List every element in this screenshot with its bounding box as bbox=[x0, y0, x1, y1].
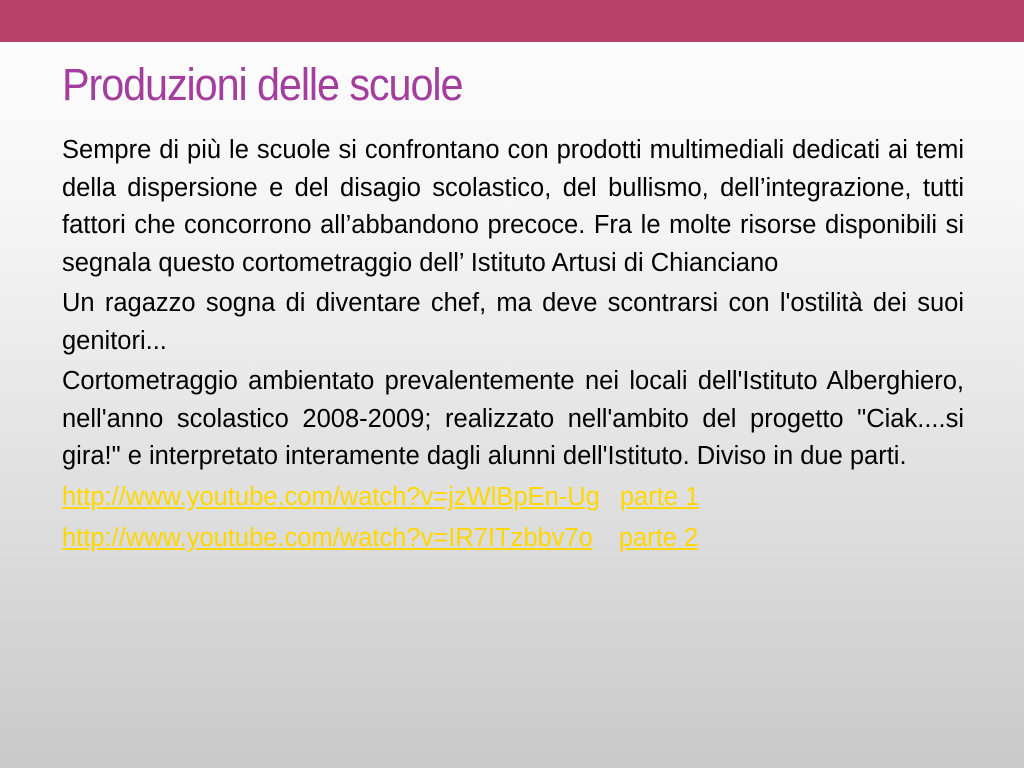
paragraph-description: Cortometraggio ambientato prevalentemente nei locali dell'Istituto Alberghiero, nell'anno scolastico 2008-2009; realizzato nell'ambito del progetto "Ciak....si gira!" e interpretato interamente dagli alunni dell'Istituto. Diviso in due parti. bbox=[62, 367, 964, 470]
paragraph-plot: Un ragazzo sogna di diventare chef, ma deve scontrarsi con l'ostilità dei suoi genitori... bbox=[62, 289, 964, 355]
part-1-link[interactable]: parte 1 bbox=[619, 482, 700, 511]
link-row-part-1 bbox=[62, 479, 964, 517]
top-accent-bar bbox=[0, 0, 1024, 42]
link-row-part-2 bbox=[62, 520, 964, 558]
slide-body bbox=[62, 132, 964, 562]
part-2-link[interactable]: parte 2 bbox=[618, 524, 699, 552]
slide-title: Produzioni delle scuole bbox=[62, 59, 463, 110]
youtube-link-part-1[interactable]: http://www.youtube.com/watch?v=jzWlBpEn-Ug bbox=[62, 482, 600, 511]
youtube-link-part-2[interactable]: http://www.youtube.com/watch?v=IR7ITzbbv7o bbox=[62, 524, 593, 552]
paragraph-intro: Sempre di più le scuole si confrontano con prodotti multimediali dedicati ai temi della dispersione e del disagio scolastico, del bullismo, dell’integrazione, tutti fattori che concorrono all’abbandono precoce. Fra le molte risorse disponibili si segnala questo cortometraggio dell’ Istituto Artusi di Chianciano bbox=[62, 136, 964, 277]
